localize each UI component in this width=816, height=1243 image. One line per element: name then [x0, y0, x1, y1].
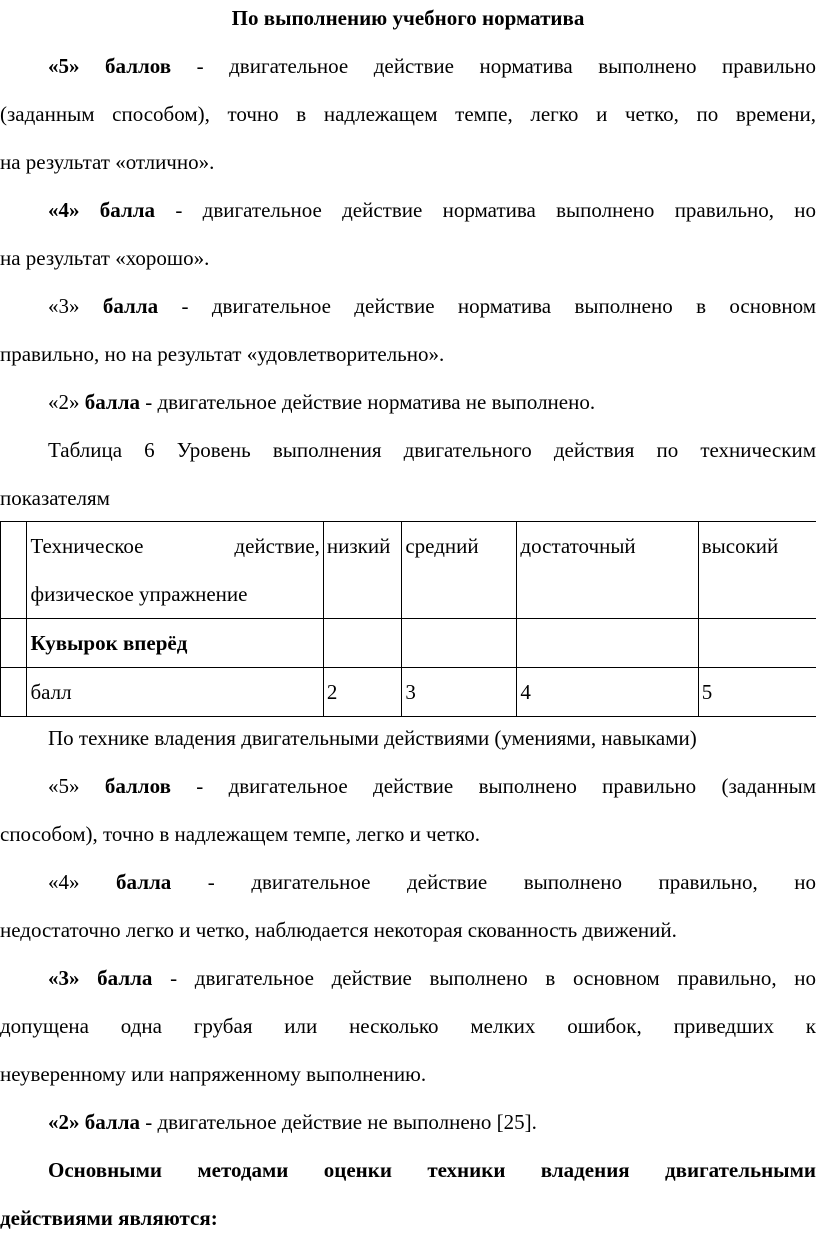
methods-heading-line1: Основными методами оценки техники владения двигательными	[48, 1158, 816, 1182]
technique-grade-2-label: «2» балла	[48, 1110, 140, 1134]
technique-grade-3-line1: «3» балла - двигательное действие выполнено в основном правильно, но	[48, 966, 816, 990]
table-header-level-high: высокий	[698, 522, 816, 619]
table-header-level-sufficient: достаточный	[517, 522, 698, 619]
table-cell-score-label: балл	[27, 668, 323, 717]
table-cell-empty	[402, 619, 517, 668]
technique-grade-4-line1: «4» балла - двигательное действие выполнено правильно, но	[48, 870, 816, 894]
table-caption-line1: Таблица 6 Уровень выполнения двигательного действия по техническим	[48, 438, 816, 462]
norm-grade-3-line1: «3» балла - двигательное действие норматива выполнено в основном	[48, 294, 816, 318]
table-cell-empty	[323, 619, 401, 668]
table-caption-line2: показателям	[0, 486, 110, 510]
technique-heading: По технике владения двигательными действиями (умениями, навыками)	[48, 726, 697, 750]
norm-grade-5-line3: на результат «отлично».	[0, 150, 215, 174]
norm-grade-4-label: «4» балла	[48, 198, 156, 222]
table-cell-empty	[1, 619, 27, 668]
table-header-level-medium: средний	[402, 522, 517, 619]
technique-grade-3-line2: допущена одна грубая или несколько мелких ошибок, приведших к	[0, 1014, 816, 1038]
norm-grade-5-line2: (заданным способом), точно в надлежащем темпе, легко и четко, по времени,	[0, 102, 816, 126]
document-title: По выполнению учебного норматива	[231, 6, 585, 30]
technique-grade-3-line3: неуверенному или напряженному выполнению.	[0, 1062, 427, 1086]
norm-grade-2-label: балла	[84, 390, 140, 414]
table-cell-empty	[1, 668, 27, 717]
table-cell-empty	[698, 619, 816, 668]
norm-grade-5-label: «5» баллов	[48, 54, 172, 78]
technique-grade-4-label: балла	[116, 870, 172, 894]
table-cell-score-low: 2	[323, 668, 401, 717]
technique-grade-5-line1: «5» баллов - двигательное действие выполнено правильно (заданным	[48, 774, 816, 798]
table-cell-score-sufficient: 4	[517, 668, 698, 717]
norm-grade-5-line1: «5» баллов - двигательное действие норматива выполнено правильно	[48, 54, 816, 78]
norm-grade-3-label: балла	[102, 294, 159, 318]
table-cell-score-medium: 3	[402, 668, 517, 717]
technique-grade-3-label: «3» балла	[48, 966, 153, 990]
table-cell-empty	[517, 619, 698, 668]
technique-grade-4-line2: недостаточно легко и четко, наблюдается некоторая скованность движений.	[0, 918, 677, 942]
methods-heading-line2: действиями являются:	[0, 1206, 218, 1230]
norm-grade-4-line2: на результат «хорошо».	[0, 246, 210, 270]
norm-grade-2-line1: «2» балла - двигательное действие норматива не выполнено.	[48, 390, 596, 414]
table-row-exercise	[1, 619, 816, 668]
table-header-row	[1, 522, 816, 619]
table-cell-exercise: Кувырок вперёд	[27, 619, 323, 668]
table-header-action: Техническое действие, физическое упражнение	[27, 522, 323, 619]
technique-grade-2-line1: «2» балла - двигательное действие не выполнено [25].	[48, 1110, 537, 1134]
technique-grade-5-label: баллов	[104, 774, 171, 798]
technique-grade-5-line2: способом), точно в надлежащем темпе, легко и четко.	[0, 822, 481, 846]
table-header-level-low: низкий	[323, 522, 401, 619]
table-cell-empty	[1, 522, 27, 619]
technique-level-table	[0, 521, 816, 717]
table-row-score	[1, 668, 816, 717]
norm-grade-3-line2: правильно, но на результат «удовлетворительно».	[0, 342, 445, 366]
norm-grade-4-line1: «4» балла - двигательное действие норматива выполнено правильно, но	[48, 198, 816, 222]
table-cell-score-high: 5	[698, 668, 816, 717]
